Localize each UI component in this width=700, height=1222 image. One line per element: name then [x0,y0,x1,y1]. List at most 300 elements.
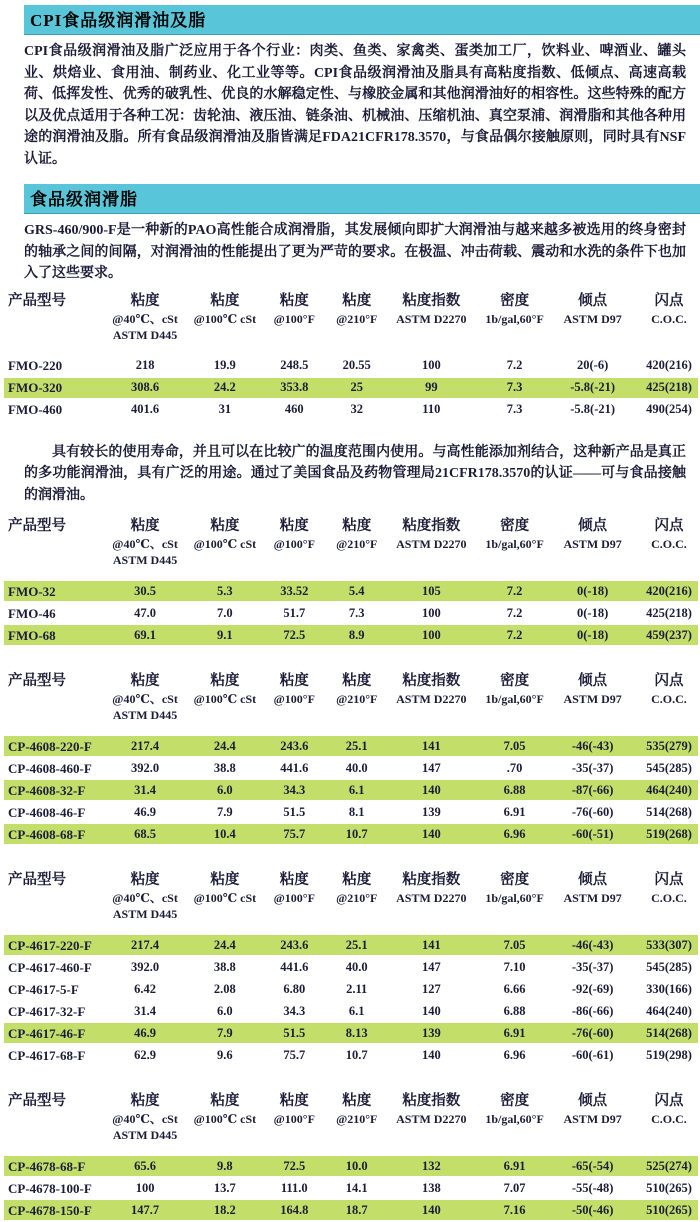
product-model-cell: CP-4617-46-F [8,1025,86,1041]
column-header [633,291,700,327]
table-cell: 6.1 [348,782,365,797]
column-header-text: 1b/gal,60°F [485,1112,544,1126]
column-header-text: 倾点 [578,872,608,888]
column-header [327,516,386,552]
table-cell: -65(-54) [571,1158,614,1173]
column-header-text: 密度 [500,518,530,534]
table-cell: 425(218) [646,380,692,394]
column-header [386,516,476,552]
table-cell: 525(274) [646,1158,692,1173]
table-cell: 139 [421,1025,441,1040]
column-header-text: 粘度 [210,1093,240,1109]
column-header-text: 1b/gal,60°F [485,311,544,326]
table-cell: 401.6 [131,402,160,416]
table-cell: 6.91 [503,804,526,819]
table-cell: 127 [421,981,441,996]
column-header-text: ASTM D2270 [396,311,467,326]
column-header-text: 粘度 [130,292,160,309]
table-cell: 31 [218,402,232,416]
table-cell: 7.2 [506,605,523,620]
table-row [4,603,698,623]
table-cell: 111.0 [280,1180,308,1195]
column-header [327,870,386,906]
column-header-text: 粘度 [342,1093,372,1109]
product-model-cell: CP-4617-68-F [8,1047,86,1063]
table-cell: 34.3 [283,1003,306,1018]
table-cell: 24.4 [213,738,236,753]
table-cell: 459(237) [646,627,692,642]
table-cell: 132 [421,1158,441,1173]
column-header [476,516,552,552]
column-header-text: 倾点 [578,292,608,309]
table-cell: 7.2 [506,358,523,372]
table-cell: 46.9 [134,1025,156,1040]
column-header-text: 产品型号 [8,872,66,888]
table-cell: 138 [421,1180,441,1195]
table-cell: 0(-18) [577,583,609,598]
column-header-text: @40℃、cSt [112,311,178,326]
table-cell: 40.0 [345,959,368,974]
table-cell: 7.3 [348,605,365,620]
column-header-text: 粘度 [279,872,309,888]
table-cell: 353.8 [280,380,309,394]
table-cell: 545(285) [646,760,692,775]
table-header-row [4,516,698,568]
column-header-text: 密度 [500,673,530,689]
column-header [476,291,552,327]
column-header-text: 粘度指数 [402,518,461,534]
table-cell: 9.1 [217,627,233,642]
column-header [476,671,552,707]
table-cp-4678 [4,1091,698,1220]
table-cell: 164.8 [280,1202,309,1217]
section-title: 食品级润滑脂 [30,190,138,209]
column-header-text: @100°F [273,1112,315,1126]
product-model-cell: CP-4678-150-F [8,1202,92,1218]
table-cell: 68.5 [134,826,156,841]
column-header-text: @100°F [273,891,315,905]
table-cell: 2.11 [346,981,368,996]
table-cell: 140 [421,826,441,841]
column-header-text: @100℃ cSt [193,1112,257,1126]
table-cp-4608 [4,671,698,844]
column-header-text: 产品型号 [8,518,66,534]
table-cell: 7.07 [503,1180,526,1195]
table-cell: 420(216) [646,583,692,598]
column-header-text: ASTM D445 [112,708,178,722]
column-header-text: 闪点 [654,673,684,689]
table-row [4,400,698,420]
column-header-text: 粘度 [210,673,240,689]
column-header [261,1091,327,1127]
column-header-text: 粘度 [279,673,309,689]
table-cell: -86(-66) [571,1003,614,1018]
table-cell: 34.3 [283,782,306,797]
grease-paragraph: GRS-460/900-F是一种新的PAO高性能合成润滑脂，其发展倾向即扩大润滑油与越来越多被选用的终身密封的轴承之间的间隔，对润滑油的性能提出了更为严苛的要求。在极温、冲击荷载、震动和水洗的条件下也加入了这些要求。 [24,223,686,281]
column-header-text: 密度 [500,872,530,888]
column-header-text: 粘度 [342,292,372,309]
column-header [553,516,633,552]
column-header [261,870,327,906]
column-header [327,1091,386,1127]
table-row [4,1023,698,1043]
product-model-cell: FMO-32 [8,583,56,599]
table-cell: 308.6 [131,380,160,394]
column-header [553,291,633,327]
column-header-text: 粘度 [342,872,372,888]
table-cell: 10.7 [345,1047,368,1062]
product-model-cell: FMO-320 [8,380,63,395]
table-cell: 147 [421,760,441,775]
column-header-text: 粘度指数 [402,673,461,689]
column-header-text: ASTM D97 [563,891,622,905]
column-header-text: @40℃、cSt [112,891,178,905]
column-header [553,671,633,707]
column-header [188,516,261,552]
section-header-food-grade-grease [24,184,700,214]
column-header-text: ASTM D97 [563,1112,622,1126]
table-row [4,736,698,756]
table-cell: 141 [421,738,441,753]
table-cell: 7.05 [503,738,526,753]
table-cell: 514(268) [646,804,692,819]
column-header-text: C.O.C. [651,692,687,706]
table-cell: 7.16 [503,1202,526,1217]
table-cell: 51.5 [283,1025,306,1040]
column-header-text: 1b/gal,60°F [485,891,544,905]
column-header-text: 粘度 [279,292,309,309]
column-header-text: 倾点 [578,518,608,534]
product-model-cell: CP-4678-100-F [8,1180,92,1196]
table-cell: 75.7 [283,826,306,841]
column-header-text: C.O.C. [651,311,687,326]
column-header-text: 粘度 [130,673,160,689]
column-header [327,291,386,327]
table-cell: 33.52 [280,583,309,598]
table-cell: 519(268) [646,826,692,841]
column-header-text: C.O.C. [651,891,687,905]
table-cell: 19.9 [213,358,236,372]
column-header-text: 粘度 [130,872,160,888]
table-cell: 140 [421,782,441,797]
table-cell: 510(265) [646,1180,692,1195]
table-row [4,758,698,778]
column-header-text: 粘度 [210,872,240,888]
table-row [4,625,698,645]
table-cell: 425(218) [646,605,692,620]
column-header-text: 密度 [500,292,530,309]
table-cell: 75.7 [283,1047,306,1062]
product-model-cell: CP-4608-32-F [8,782,86,798]
column-header [386,671,476,707]
table-cell: 217.4 [131,937,160,952]
table-row [4,581,698,601]
table-cell: 6.0 [217,1003,233,1018]
table-row [4,378,698,398]
column-header-text: ASTM D97 [563,692,622,706]
table-cell: 100 [421,605,441,620]
table-cell: 100 [421,627,441,642]
product-model-cell: CP-4608-68-F [8,826,86,842]
table-cell: 65.6 [134,1158,156,1173]
product-model-cell: CP-4678-68-F [8,1158,86,1174]
table-cell: 490(254) [646,402,692,416]
table-row [4,979,698,999]
table-cell: 140 [421,1202,441,1217]
table-cell: 110 [422,402,441,416]
table-cell: 243.6 [280,937,309,952]
table-row [4,1001,698,1021]
column-header-text: 粘度指数 [402,1093,461,1109]
table-cell: 147.7 [131,1202,160,1217]
table-cell: -76(-60) [571,804,614,819]
table-cell: -76(-60) [571,1025,614,1040]
table-cell: -92(-69) [571,981,614,996]
table-cell: 20.55 [342,358,371,372]
column-header [4,1091,102,1111]
table-cell: 100 [135,1180,155,1195]
table-cell: 32 [350,402,363,416]
product-model-cell: FMO-220 [8,358,63,373]
table-cell: 47.0 [134,605,156,620]
column-header [188,870,261,906]
table-cell: 392.0 [131,760,160,775]
column-header [386,1091,476,1127]
column-header-text: 产品型号 [8,1093,66,1109]
column-header-text: 闪点 [654,1093,684,1109]
table-cell: 38.8 [213,760,236,775]
table-cell: 24.2 [213,380,236,394]
table-cell: 8.13 [345,1025,368,1040]
column-header-text: 密度 [500,1093,530,1109]
column-header-text: @100℃ cSt [193,891,257,905]
table-cell: 510(265) [646,1202,692,1217]
table-cell: 105 [421,583,441,598]
table-fmo-32-68 [4,516,698,645]
table-cell: 13.7 [213,1180,236,1195]
section-title: CPI食品级润滑油及脂 [30,11,207,30]
column-header-text: @100℃ cSt [193,537,257,551]
table-cell: 519(298) [646,1047,692,1062]
column-header [386,291,476,327]
table-cell: 248.5 [280,358,309,372]
table-cell: 218 [135,358,155,372]
column-header-text: @210°F [336,891,378,905]
table-cell: -5.8(-21) [570,402,616,416]
table-cell: 25 [350,380,363,394]
table-cell: 9.8 [217,1158,233,1173]
intro-paragraph: CPI食品级润滑油及脂广泛应用于各个行业：肉类、鱼类、家禽类、蛋类加工厂，饮料业、啤酒业、罐头业、烘焙业、食用油、制药业、化工业等等。CPI食品级润滑油及脂具有高粘度指数、低倾点、高速高载荷、低挥发性、优秀的破乳性、优良的水解稳定性、与橡胶金属和其他润滑油好的相容性。这些特殊的配方以及优点适用于各种工况：齿轮油、液压油、链条油、机械油、压缩机油、真空泵浦、润滑脂和其他各种用途的润滑油及脂。所有食品级润滑油及脂皆满足FDA21CFR178.3570，与食品偶尔接触原则，同时具有NSF认证。 [24,44,686,167]
table-cell: 8.1 [348,804,365,819]
column-header-text: @40℃、cSt [112,692,178,706]
table-cell: 31.4 [134,782,156,797]
table-cell: 72.5 [283,1158,306,1173]
table-cell: 140 [421,1047,441,1062]
column-header [102,516,189,568]
table-cell: 5.4 [348,583,365,598]
table-cell: 464(240) [646,1003,692,1018]
table-cell: 6.96 [503,826,526,841]
table-cell: 38.8 [213,959,236,974]
column-header-text: 粘度 [279,518,309,534]
column-header-text: ASTM D445 [112,907,178,921]
column-header-text: 粘度 [342,673,372,689]
product-model-cell: CP-4617-460-F [8,959,92,975]
table-cell: -60(-61) [571,1047,614,1062]
table-cell: 0(-18) [577,627,609,642]
table-row [4,1200,698,1220]
table-cell: 7.05 [503,937,526,952]
column-header [633,870,700,906]
table-cell: 514(268) [646,1025,692,1040]
product-model-cell: CP-4608-46-F [8,804,86,820]
column-header [553,870,633,906]
table-header-row [4,671,698,723]
table-header-row [4,870,698,922]
table-cell: 72.5 [283,627,306,642]
column-header [386,870,476,906]
product-model-cell: FMO-68 [8,627,56,643]
column-header-text: 1b/gal,60°F [485,537,544,551]
column-header [476,1091,552,1127]
product-model-cell: CP-4617-5-F [8,981,79,997]
table-cell: 62.9 [134,1047,156,1062]
table-cell: 6.91 [503,1025,526,1040]
table-cell: 6.91 [503,1158,526,1173]
table-cell: 18.7 [345,1202,368,1217]
column-header [553,1091,633,1127]
table-cell: 14.1 [345,1180,368,1195]
table-cell: 51.5 [283,804,306,819]
column-header-text: @210°F [336,311,378,326]
column-header-text: @100℃ cSt [193,692,257,706]
table-cell: -50(-46) [571,1202,614,1217]
column-header-text: ASTM D97 [563,311,622,326]
product-model-cell: CP-4617-220-F [8,937,92,953]
table-cell: 5.3 [217,583,233,598]
table-row [4,1178,698,1198]
table-row [4,824,698,844]
table-row [4,1156,698,1176]
column-header-text: ASTM D445 [112,1128,178,1142]
table-cell: 535(279) [646,738,692,753]
table-fmo-220-460 [4,291,698,420]
table-cell: 6.0 [217,782,233,797]
column-header-text: 粘度指数 [402,872,461,888]
table-cell: 217.4 [131,738,160,753]
column-header-text: @40℃、cSt [112,537,178,551]
column-header-text: ASTM D97 [563,537,622,551]
table-cell: .70 [506,760,523,775]
table-cell: 330(166) [646,981,692,996]
column-header [261,291,327,327]
column-header [102,1091,189,1143]
table-cell: 0(-18) [577,605,609,620]
table-cell: 46.9 [134,804,156,819]
table-cell: 10.7 [345,826,368,841]
product-model-cell: CP-4608-220-F [8,738,92,754]
table-cell: 6.80 [283,981,306,996]
table-cell: 7.2 [506,627,523,642]
column-header [4,516,102,536]
table-row [4,957,698,977]
column-header [4,291,102,311]
product-model-cell: CP-4617-32-F [8,1003,86,1019]
table-row [4,1045,698,1065]
table-cell: 20(-6) [577,358,609,372]
table-cell: -55(-48) [571,1180,614,1195]
column-header-text: @210°F [336,1112,378,1126]
column-header-text: 倾点 [578,1093,608,1109]
table-cell: 7.3 [506,402,523,416]
table-cell: 545(285) [646,959,692,974]
table-cell: 30.5 [134,583,156,598]
table-cell: 7.2 [506,583,523,598]
column-header-text: 粘度 [130,1093,160,1109]
column-header-text: @100℃ cSt [193,311,257,326]
table-cell: 7.9 [217,1025,233,1040]
product-model-cell: FMO-46 [8,605,56,621]
column-header-text: 闪点 [654,292,684,309]
column-header [4,870,102,890]
table-cell: -60(-51) [571,826,614,841]
column-header-text: ASTM D445 [112,553,178,567]
column-header [327,671,386,707]
table-cell: -35(-37) [571,760,614,775]
table-cell: 25.1 [345,937,368,952]
table-cell: 6.1 [348,1003,365,1018]
column-header-text: C.O.C. [651,1112,687,1126]
column-header-text: 倾点 [578,673,608,689]
table-cell: 460 [284,402,304,416]
fmo-description-paragraph: 具有较长的使用寿命，并且可以在比较广的温度范围内使用。与高性能添加剂结合，这种新产品是真正的多功能润滑油，具有广泛的用途。通过了美国食品及药物管理局21CFR178.3570的认证——可与食品接触的润滑油。 [24,444,686,503]
table-cell: 464(240) [646,782,692,797]
table-cell: 441.6 [280,959,309,974]
table-cell: -87(-66) [571,782,614,797]
table-cell: 420(216) [646,358,692,372]
table-header-row [4,291,698,343]
column-header-text: @100°F [273,692,315,706]
table-cell: 6.66 [503,981,526,996]
column-header [102,671,189,723]
table-cell: 392.0 [131,959,160,974]
column-header-text: 闪点 [654,518,684,534]
column-header-text: ASTM D2270 [396,891,467,905]
column-header-text: @40℃、cSt [112,1112,178,1126]
table-cell: 7.10 [503,959,526,974]
column-header-text: 粘度指数 [402,292,461,309]
table-cell: 51.7 [283,605,306,620]
table-cell: 7.0 [217,605,233,620]
table-cell: 69.1 [134,627,156,642]
table-cell: 140 [421,1003,441,1018]
table-cell: -5.8(-21) [570,380,616,394]
section-header-cpi-oils [24,5,700,35]
table-row [4,356,698,376]
column-header [633,516,700,552]
table-cell: 533(307) [646,937,692,952]
column-header-text: ASTM D2270 [396,692,467,706]
table-cell: 100 [421,358,441,372]
table-cell: 7.9 [217,804,233,819]
table-cell: 40.0 [345,760,368,775]
table-cell: 10.4 [213,826,236,841]
table-cell: 441.6 [280,760,309,775]
table-cell: 6.88 [503,1003,526,1018]
column-header [102,291,189,343]
column-header-text: 粘度 [279,1093,309,1109]
column-header-text: @210°F [336,692,378,706]
